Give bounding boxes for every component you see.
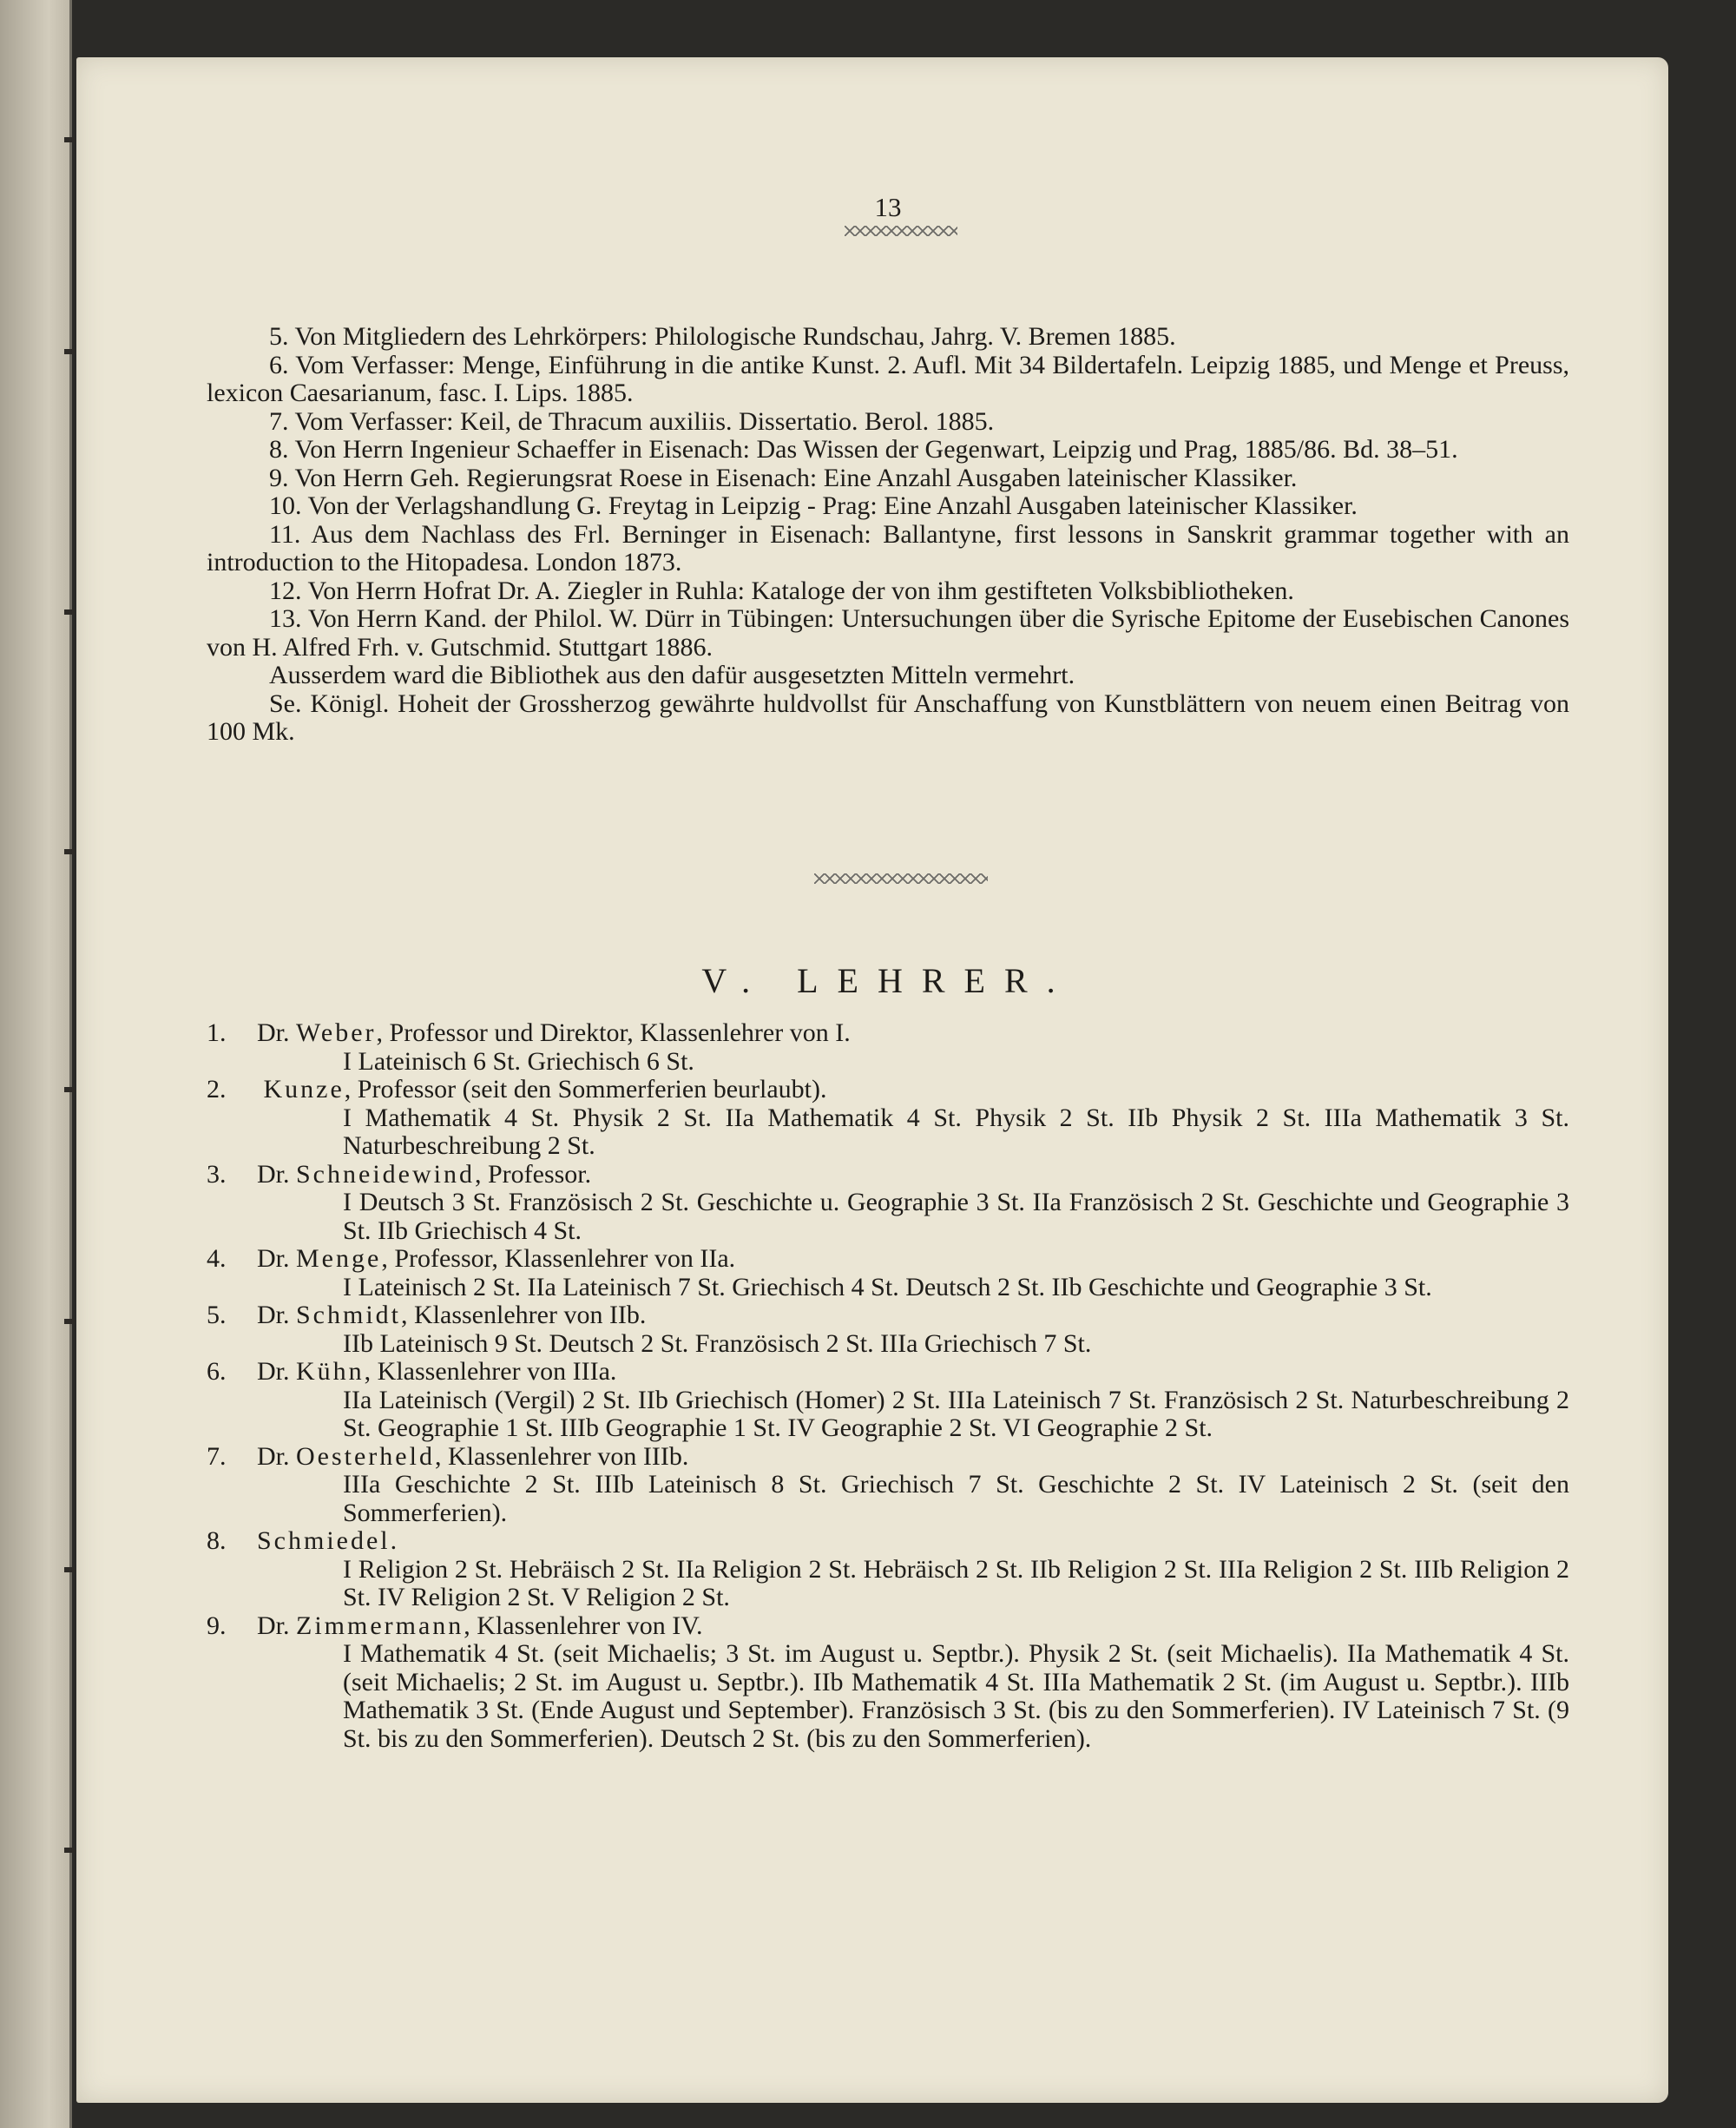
- teacher-list: [207, 1019, 1569, 1753]
- teacher-entry: [207, 1076, 1569, 1161]
- teacher-number: 7.: [207, 1441, 227, 1471]
- teacher-subjects: I Religion 2 St. Hebräisch 2 St. IIa Religion 2 St. Hebräisch 2 St. IIb Religion 2 St. IIIa Religion 2 St. IIIb Religion 2 St. IV Religion 2 St. V Religion 2 St.: [343, 1554, 1569, 1611]
- teacher-prefix: Dr.: [257, 1611, 290, 1640]
- binding-mark: [64, 1087, 75, 1092]
- teacher-role: , Professor, Klassenlehrer von IIa.: [381, 1244, 736, 1273]
- teacher-entry: [207, 1358, 1569, 1443]
- teacher-entry: [207, 1019, 1569, 1076]
- teacher-subjects: I Mathematik 4 St. (seit Michaelis; 3 St. im August u. Septbr.). Physik 2 St. (seit Michaelis). IIa Mathematik 4 St. (seit Michaelis; 2 St. im August u. Septbr.). IIb Mathematik 4 St. IIIa Mathematik 2 St. (im August u. Septbr.). IIIb Mathematik 3 St. (Ende August und September). Französisch 3 St. (bis zu den Sommerferien). IV Lateinisch 7 St. (9 St. bis zu den Sommerferien). Deutsch 2 St. (bis zu den Sommerferien).: [343, 1639, 1569, 1753]
- teacher-entry: [207, 1612, 1569, 1754]
- teacher-subjects: I Lateinisch 2 St. IIa Lateinisch 7 St. Griechisch 4 St. Deutsch 2 St. IIb Geschichte und Geographie 3 St.: [343, 1272, 1432, 1301]
- list-item: 9. Von Herrn Geh. Regierungsrat Roese in Eisenach: Eine Anzahl Ausgaben lateinischer Klassiker.: [269, 463, 1298, 492]
- teacher-name: Schneidewind: [296, 1159, 475, 1189]
- teacher-name: Schmidt: [296, 1301, 402, 1329]
- teacher-name: Kunze: [263, 1075, 345, 1104]
- binding-mark: [64, 609, 75, 615]
- teacher-prefix: Dr.: [257, 1018, 290, 1047]
- teacher-role: , Professor.: [474, 1159, 592, 1189]
- teacher-name: Schmiedel: [257, 1526, 391, 1555]
- teacher-entry: [207, 1443, 1569, 1528]
- teacher-entry: [207, 1301, 1569, 1358]
- teacher-name: Kühn: [296, 1357, 365, 1386]
- teacher-number: 5.: [207, 1301, 227, 1329]
- teacher-subjects: I Deutsch 3 St. Französisch 2 St. Geschichte u. Geographie 3 St. IIa Französisch 2 St. Geschichte und Geographie 3 St. IIb Griechisch 4 St.: [343, 1188, 1569, 1245]
- teacher-number: 1.: [207, 1018, 227, 1047]
- teacher-entry: [207, 1161, 1569, 1246]
- teacher-role: , Professor und Direktor, Klassenlehrer von I.: [376, 1018, 851, 1047]
- teacher-number: 9.: [207, 1611, 227, 1640]
- page-number-ornament: [845, 226, 957, 236]
- teacher-role: .: [390, 1526, 398, 1555]
- teacher-role: , Professor (seit den Sommerferien beurlaubt).: [344, 1075, 827, 1104]
- teacher-name: Oesterheld: [296, 1441, 435, 1471]
- list-item: 13. Von Herrn Kand. der Philol. W. Dürr in Tübingen: Untersuchungen über die Syrische Epitome der Eusebischen Canones von H. Alfred Frh. v. Gutschmid. Stuttgart 1886.: [207, 604, 1569, 662]
- teacher-subjects: IIIa Geschichte 2 St. IIIb Lateinisch 8 St. Griechisch 7 St. Geschichte 2 St. IV Lateinisch 2 St. (seit den Sommerferien).: [343, 1470, 1569, 1527]
- list-item: 5. Von Mitgliedern des Lehrkörpers: Philologische Rundschau, Jahrg. V. Bremen 1885.: [269, 322, 1176, 351]
- document-page: [76, 57, 1668, 2103]
- binding-mark: [64, 349, 75, 354]
- list-item: Se. Königl. Hoheit der Grossherzog gewährte huldvollst für Anschaffung von Kunstblättern von neuem einen Beitrag von 100 Mk.: [207, 688, 1569, 746]
- section-title: V. LEHRER.: [701, 961, 1075, 1000]
- teacher-number: 6.: [207, 1357, 227, 1386]
- teacher-prefix: Dr.: [257, 1301, 290, 1329]
- teacher-entry: [207, 1527, 1569, 1612]
- teacher-prefix: Dr.: [257, 1244, 290, 1273]
- teacher-entry: [207, 1245, 1569, 1301]
- binding-mark: [64, 849, 75, 854]
- teacher-subjects: I Mathematik 4 St. Physik 2 St. IIa Mathematik 4 St. Physik 2 St. IIb Physik 2 St. IIIa Mathematik 3 St. Naturbeschreibung 2 St.: [343, 1103, 1569, 1160]
- teacher-prefix: Dr.: [257, 1441, 290, 1471]
- teacher-subjects: IIa Lateinisch (Vergil) 2 St. IIb Griechisch (Homer) 2 St. IIIa Lateinisch 7 St. Französisch 2 St. Naturbeschreibung 2 St. Geographie 1 St. IIIb Geographie 1 St. IV Geographie 2 St. VI Geographie 2 St.: [343, 1385, 1569, 1442]
- list-item: 10. Von der Verlagshandlung G. Freytag in Leipzig - Prag: Eine Anzahl Ausgaben lateinischer Klassiker.: [269, 491, 1358, 520]
- teacher-name: Weber: [296, 1018, 377, 1047]
- teacher-number: 3.: [207, 1159, 227, 1189]
- teacher-name: Zimmermann: [296, 1611, 464, 1640]
- binding-mark: [64, 1319, 75, 1324]
- teacher-role: , Klassenlehrer von IIIb.: [434, 1441, 689, 1471]
- list-item: 7. Vom Verfasser: Keil, de Thracum auxiliis. Dissertatio. Berol. 1885.: [269, 406, 995, 436]
- teacher-number: 8.: [207, 1526, 227, 1555]
- binding-mark: [64, 137, 75, 142]
- page-number: 13: [874, 192, 902, 222]
- teacher-number: 4.: [207, 1244, 227, 1273]
- binding-mark: [64, 1848, 75, 1853]
- teacher-role: , Klassenlehrer von IIb.: [401, 1301, 647, 1329]
- teacher-role: , Klassenlehrer von IIIa.: [364, 1357, 617, 1386]
- previous-page-edge: [0, 0, 72, 2128]
- teacher-subjects: IIb Lateinisch 9 St. Deutsch 2 St. Französisch 2 St. IIIa Griechisch 7 St.: [343, 1328, 1092, 1358]
- teacher-name: Menge: [296, 1244, 382, 1273]
- section-divider-ornament: [814, 873, 988, 884]
- teacher-prefix: Dr.: [257, 1159, 290, 1189]
- list-item: Ausserdem ward die Bibliothek aus den dafür ausgesetzten Mitteln vermehrt.: [269, 661, 1075, 689]
- acquisitions-list: [207, 323, 1569, 747]
- teacher-subjects: I Lateinisch 6 St. Griechisch 6 St.: [343, 1046, 694, 1076]
- list-item: 12. Von Herrn Hofrat Dr. A. Ziegler in Ruhla: Kataloge der von ihm gestifteten Volksbibliotheken.: [269, 576, 1294, 605]
- list-item: 6. Vom Verfasser: Menge, Einführung in die antike Kunst. 2. Aufl. Mit 34 Bildertafeln. Leipzig 1885, und Menge et Preuss, lexicon Caesarianum, fasc. I. Lips. 1885.: [207, 350, 1569, 407]
- list-item: 11. Aus dem Nachlass des Frl. Berninger in Eisenach: Ballantyne, first lessons in Sanskrit grammar together with an introduction to the Hitopadesa. London 1873.: [207, 519, 1569, 576]
- teacher-role: , Klassenlehrer von IV.: [464, 1611, 703, 1640]
- binding-mark: [64, 1567, 75, 1572]
- teacher-prefix: Dr.: [257, 1357, 290, 1386]
- teacher-number: 2.: [207, 1075, 227, 1104]
- list-item: 8. Von Herrn Ingenieur Schaeffer in Eisenach: Das Wissen der Gegenwart, Leipzig und Prag, 1885/86. Bd. 38–51.: [269, 435, 1458, 464]
